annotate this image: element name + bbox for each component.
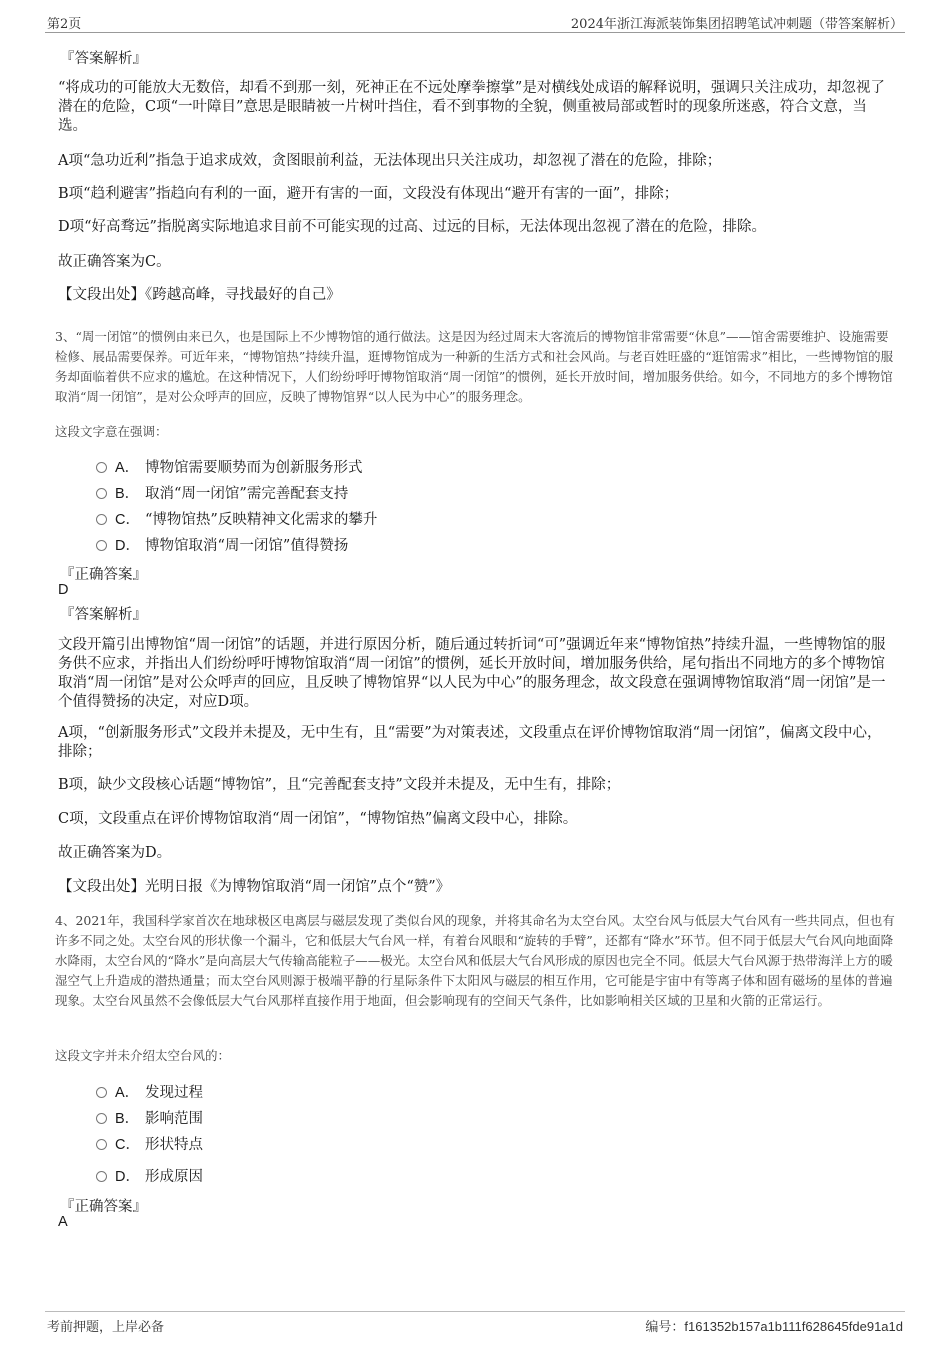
q4-question: 这段文字并未介绍太空台风的：: [55, 1048, 231, 1063]
q3-analysis-paragraph: 文段开篇引出博物馆“周一闭馆”的话题，并进行原因分析，随后通过转折词“可”强调近年来“博物馆热”持续升温，一些博物馆的服务供不应求，并指出人们纷纷呼吁博物馆取消“周一闭馆”的惯例，延长开放时间，增加服务供给，尾句指出不同地方的多个博物馆取消“周一闭馆”是对公众呼声的回应，且反映了博物馆界“以人民为中心”的服务理念，故文段意在强调博物馆取消“周一闭馆”是一个值得赞扬的决定，对应D项。: [58, 637, 886, 710]
q2-analysis-paragraph: “将成功的可能放大无数倍，却看不到那一刻，死神正在不远处摩拳擦掌”是对横线处成语的解释说明，强调只关注成功，却忽视了潜在的危险，C项“一叶障目”意思是眼睛被一片树叶挡住，看不到事物的全貌，侧重被局部或暂时的现象所迷惑，符合文意，当选。: [58, 80, 885, 134]
q4-correct-answer: A: [58, 1214, 68, 1230]
radio-button-icon[interactable]: [96, 1139, 107, 1150]
q2-option-a-explanation: A项“急功近利”指急于追求成效，贪图眼前利益，无法体现出只关注成功，却忽视了潜在的危险，排除；: [58, 153, 722, 169]
document-code: 编号：f161352b157a1b111f628645fde91a1d: [645, 1319, 903, 1334]
q2-analysis-title: 『答案解析』: [60, 51, 147, 67]
q4-correct-title: 『正确答案』: [60, 1199, 147, 1215]
q2-source: 【文段出处】《跨越高峰，寻找最好的自己》: [58, 287, 341, 303]
q3-option-b-explanation: B项，缺少文段核心话题“博物馆”，且“完善配套支持”文段并未提及，无中生有，排除；: [58, 777, 621, 793]
q3-source: 【文段出处】光明日报《为博物馆取消“周一闭馆”点个“赞”》: [58, 879, 451, 895]
q3-option-a[interactable]: A． 博物馆需要顺势而为创新服务形式: [96, 456, 363, 478]
q3-conclusion: 故正确答案为D。: [58, 845, 172, 861]
q3-analysis-title: 『答案解析』: [60, 607, 147, 623]
q3-correct-answer: D: [58, 582, 69, 598]
q2-option-b-explanation: B项“趋利避害”指趋向有利的一面，避开有害的一面，文段没有体现出“避开有害的一面”，排除；: [58, 186, 679, 202]
q3-correct-title: 『正确答案』: [60, 567, 147, 583]
q3-option-b[interactable]: B． 取消“周一闭馆”需完善配套支持: [96, 482, 348, 504]
page-footer: [45, 1311, 905, 1336]
q3-option-c[interactable]: C． “博物馆热”反映精神文化需求的攀升: [96, 508, 377, 530]
q3-option-a-explanation: A项，“创新服务形式”文段并未提及，无中生有，且“需要”为对策表述，文段重点在评价博物馆取消“周一闭馆”，偏离文段中心，排除；: [58, 725, 882, 760]
q4-stem: 4、2021年，我国科学家首次在地球极区电离层与磁层发现了类似台风的现象，并将其命名为太空台风。太空台风与低层大气台风有一些共同点，但也有许多不同之处。太空台风的形状像一个漏斗，它和低层大气台风一样，有着台风眼和“旋转的手臂”，还都有“降水”环节。但不同于低层大气台风向地面降水降雨，太空台风的“降水”是向高层大气传输高能粒子——极光。太空台风和低层大气台风形成的原因也完全不同。低层大气台风源于热带海洋上方的暖湿空气上升造成的潜热通量；而太空台风则源于极端平静的行星际条件下太阳风与磁层的相互作用，它可能是宇宙中有等离子体和固有磁场的星体的普遍现象。太空台风虽然不会像低层大气台风那样直接作用于地面，但会影响现有的空间天气条件，比如影响相关区域的卫星和火箭的正常运行。: [55, 913, 895, 1008]
q2-conclusion: 故正确答案为C。: [58, 254, 171, 270]
radio-button-icon[interactable]: [96, 514, 107, 525]
radio-button-icon[interactable]: [96, 488, 107, 499]
q3-stem: 3、“周一闭馆”的惯例由来已久，也是国际上不少博物馆的通行做法。这是因为经过周末大客流后的博物馆非常需要“休息”——馆舍需要维护、设施需要检修、展品需要保养。可近年来，“博物馆热”持续升温，逛博物馆成为一种新的生活方式和社会风尚。与老百姓旺盛的“逛馆需求”相比，一些博物馆的服务却面临着供不应求的尴尬。在这种情况下，人们纷纷呼吁博物馆取消“周一闭馆”的惯例，延长开放时间，增加服务供给。如今，不同地方的多个博物馆取消“周一闭馆”，是对公众呼声的回应，反映了博物馆界“以人民为中心”的服务理念。: [55, 329, 894, 404]
q3-question: 这段文字意在强调：: [55, 424, 168, 439]
q2-option-d-explanation: D项“好高骛远”指脱离实际地追求目前不可能实现的过高、过远的目标，无法体现出忽视了潜在的危险，排除。: [58, 219, 766, 235]
page-number: 第2页: [47, 17, 82, 32]
radio-button-icon[interactable]: [96, 462, 107, 473]
q4-option-d[interactable]: D． 形成原因: [96, 1165, 203, 1187]
q4-option-c[interactable]: C． 形状特点: [96, 1133, 203, 1155]
q3-option-d[interactable]: D． 博物馆取消“周一闭馆”值得赞扬: [96, 534, 348, 556]
radio-button-icon[interactable]: [96, 1171, 107, 1182]
q4-option-a[interactable]: A． 发现过程: [96, 1081, 203, 1103]
footer-slogan: 考前押题，上岸必备: [47, 1320, 165, 1335]
radio-button-icon[interactable]: [96, 1087, 107, 1098]
q4-option-b[interactable]: B． 影响范围: [96, 1107, 203, 1129]
q3-option-c-explanation: C项，文段重点在评价博物馆取消“周一闭馆”，“博物馆热”偏离文段中心，排除。: [58, 811, 578, 827]
radio-button-icon[interactable]: [96, 540, 107, 551]
document-title: 2024年浙江海派装饰集团招聘笔试冲刺题（带答案解析）: [570, 17, 903, 32]
radio-button-icon[interactable]: [96, 1113, 107, 1124]
page-header: [45, 10, 905, 33]
